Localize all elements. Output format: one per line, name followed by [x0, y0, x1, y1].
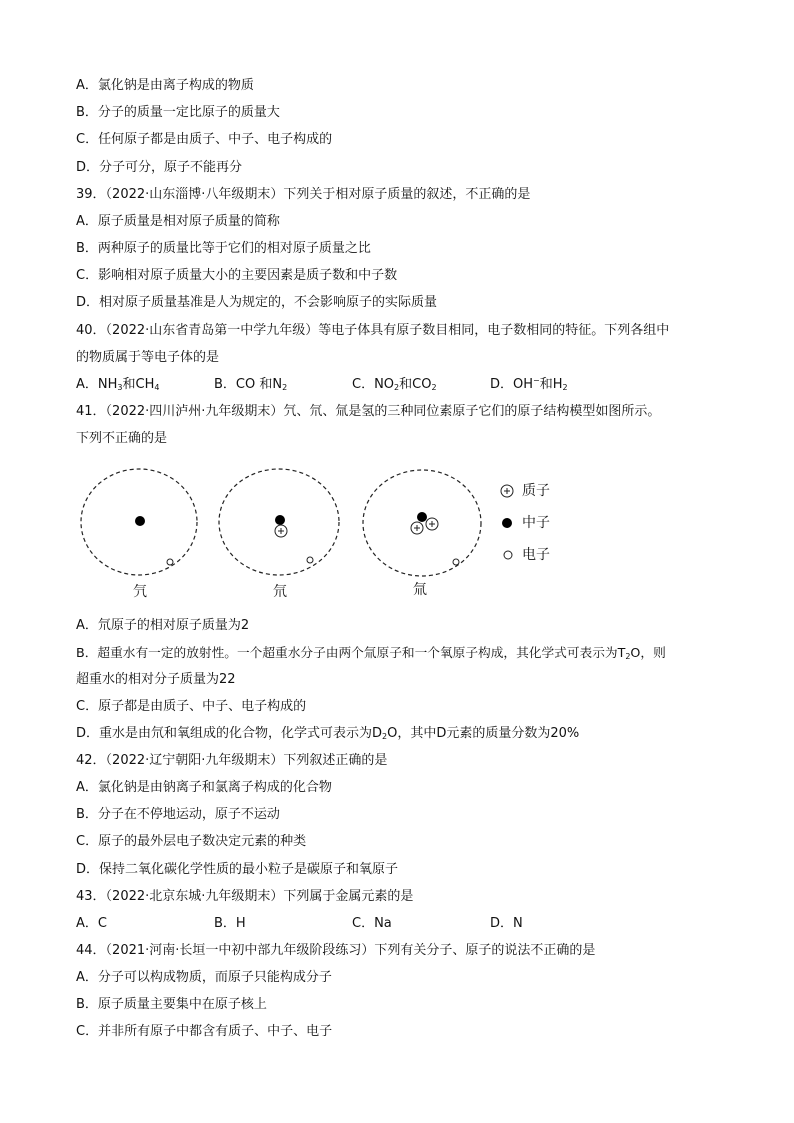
deuterium-atom-model — [219, 469, 339, 575]
protium-nucleus-neutron — [135, 516, 145, 526]
deuterium-electron — [307, 557, 313, 563]
q38-option-a: A．氯化钠是由离子构成的物质 — [76, 78, 254, 93]
deuterium-neutron — [275, 515, 285, 525]
proton-plus-circle-icon — [501, 485, 513, 497]
q39-stem: 39．（2022·山东淄博·八年级期末）下列关于相对原子质量的叙述，不正确的是 — [76, 187, 531, 202]
q40-option-a: A．$NH_3$和$CH_4$ — [76, 377, 160, 392]
q39-option-b: B．两种原子的质量比等于它们的相对原子质量之比 — [76, 241, 371, 256]
q40-stem-line1: 40．（2022·山东省青岛第一中学九年级）等电子体具有原子数目相同，电子数相同的特征。下列各组中 — [76, 323, 670, 338]
q39-option-a: A．原子质量是相对原子质量的简称 — [76, 214, 280, 229]
q42-option-b: B．分子在不停地运动，原子不运动 — [76, 807, 280, 822]
q41-option-a: A．氘原子的相对原子质量为2 — [76, 618, 250, 633]
q42-option-d: D．保持二氧化碳化学性质的最小粒子是碳原子和氧原子 — [76, 862, 399, 877]
electron-hollow-circle-icon — [504, 551, 512, 559]
legend-electron-label: 电子 — [522, 547, 550, 563]
q44-option-c: C．并非所有原子中都含有质子、中子、电子 — [76, 1024, 333, 1039]
tritium-neutron — [417, 512, 427, 522]
protium-label: 氕 — [133, 584, 147, 600]
q40-option-b: B．CO 和$N_2$ — [214, 377, 288, 392]
isotope-diagram-svg — [0, 455, 794, 615]
legend-proton-label: 质子 — [522, 483, 550, 499]
q43-option-b: B．H — [214, 916, 246, 931]
tritium-electron-orbit — [363, 470, 481, 576]
q38-option-b: B．分子的质量一定比原子的质量大 — [76, 105, 280, 120]
q41-option-b-line1: B．超重水有一定的放射性。一个超重水分子由两个氚原子和一个氧原子构成，其化学式可表示为$T_2O$，则 — [76, 645, 666, 661]
q44-option-a: A．分子可以构成物质，而原子只能构成分子 — [76, 970, 332, 985]
q44-stem: 44．（2021·河南·长垣一中初中部九年级阶段练习）下列有关分子、原子的说法不正确的是 — [76, 943, 596, 958]
legend-neutron-label: 中子 — [522, 515, 550, 531]
tritium-atom-model — [363, 470, 481, 576]
q39-option-d: D．相对原子质量基准是人为规定的，不会影响原子的实际质量 — [76, 295, 438, 310]
deuterium-label: 氘 — [273, 584, 287, 600]
q43-stem: 43．（2022·北京东城·九年级期末）下列属于金属元素的是 — [76, 889, 414, 904]
q41-stem-line2: 下列不正确的是 — [76, 431, 168, 446]
tritium-label: 氚 — [413, 582, 427, 598]
q38-option-c: C．任何原子都是由质子、中子、电子构成的 — [76, 132, 333, 147]
q39-option-c: C．影响相对原子质量大小的主要因素是质子数和中子数 — [76, 268, 398, 283]
q41-option-c: C．原子都是由质子、中子、电子构成的 — [76, 699, 307, 714]
q42-option-a: A．氯化钠是由钠离子和氯离子构成的化合物 — [76, 780, 332, 795]
q42-stem: 42．（2022·辽宁朝阳·九年级期末）下列叙述正确的是 — [76, 753, 388, 768]
q43-option-a: A．C — [76, 916, 107, 931]
protium-atom-model — [81, 469, 197, 575]
protium-electron — [167, 559, 173, 565]
q40-option-c: C．$NO_2$和$CO_2$ — [352, 377, 437, 392]
q43-option-d: D．N — [490, 916, 523, 931]
neutron-filled-dot-icon — [502, 518, 512, 528]
q44-option-b: B．原子质量主要集中在原子核上 — [76, 997, 267, 1012]
q38-option-d: D．分子可分，原子不能再分 — [76, 160, 243, 175]
q41-option-d: D．重水是由氘和氧组成的化合物，化学式可表示为$D_2O$，其中D元素的质量分数为20% — [76, 726, 580, 741]
q41-stem-line1: 41．（2022·四川泸州·九年级期末）氕、氘、氚是氢的三种同位素原子它们的原子结构模型如图所示。 — [76, 404, 661, 419]
q43-option-c: C．Na — [352, 916, 392, 931]
isotope-atom-figure — [0, 455, 794, 615]
q40-stem-line2: 的物质属于等电子体的是 — [76, 350, 220, 365]
q41-option-b-line2: 超重水的相对分子质量为22 — [76, 672, 236, 687]
q40-option-d: D．OH−和$H_2$ — [490, 376, 568, 392]
tritium-electron — [453, 559, 459, 565]
q42-option-c: C．原子的最外层电子数决定元素的种类 — [76, 834, 307, 849]
